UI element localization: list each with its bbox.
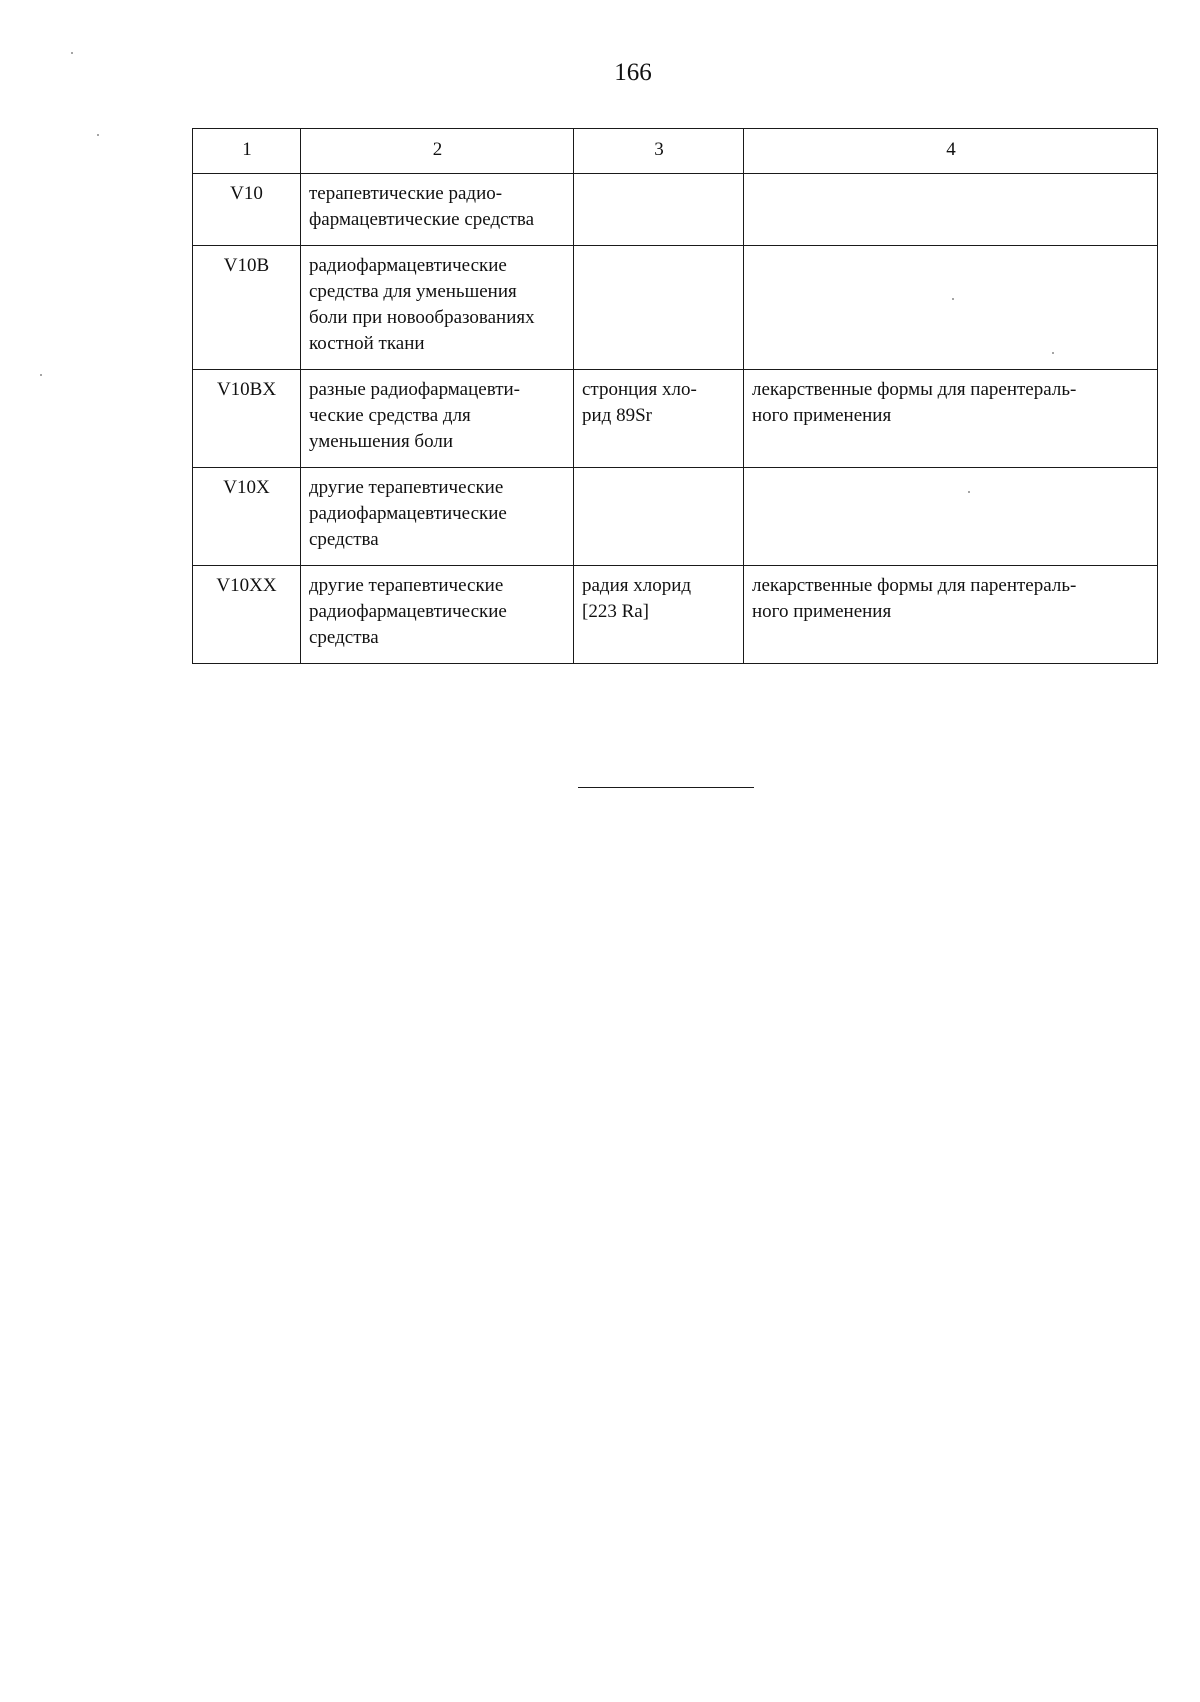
dosage-form-cell xyxy=(744,246,1158,370)
atc-code-cell xyxy=(193,246,301,370)
substance-name: стронция хло- рид 89Sr xyxy=(582,379,697,426)
group-name: другие терапевтические радиофармацевтические средства xyxy=(309,477,507,550)
group-name-cell xyxy=(301,370,574,468)
group-name: другие терапевтические радиофармацевтические средства xyxy=(309,575,507,648)
group-name: радиофармацевтические средства для уменьшения боли при новообразованиях костной ткани xyxy=(309,255,535,354)
table-row xyxy=(193,370,1158,468)
substance-cell xyxy=(574,246,744,370)
group-name-cell xyxy=(301,174,574,246)
end-of-document-rule xyxy=(578,787,754,788)
atc-code: V10 xyxy=(230,183,263,204)
dosage-form-cell xyxy=(744,174,1158,246)
atc-code: V10XX xyxy=(216,575,277,596)
substance-name: радия хлорид [223 Ra] xyxy=(582,575,692,622)
column-header-4: 4 xyxy=(744,129,1158,174)
substance-cell xyxy=(574,370,744,468)
atc-code-cell xyxy=(193,468,301,566)
atc-code-cell xyxy=(193,370,301,468)
scan-speck xyxy=(1052,352,1054,354)
column-header-1: 1 xyxy=(193,129,301,174)
substance-cell xyxy=(574,468,744,566)
atc-code-cell xyxy=(193,174,301,246)
scan-speck xyxy=(952,298,954,300)
atc-code: V10B xyxy=(223,255,270,276)
group-name: разные радиофармацевти- ческие средства для уменьшения боли xyxy=(309,379,521,452)
scan-speck xyxy=(97,134,99,136)
drug-classification-table xyxy=(192,128,1158,664)
atc-code-cell xyxy=(193,566,301,664)
table-row xyxy=(193,246,1158,370)
table-row xyxy=(193,566,1158,664)
atc-code: V10X xyxy=(223,477,270,498)
group-name-cell xyxy=(301,468,574,566)
atc-code: V10BX xyxy=(216,379,277,400)
column-header-3: 3 xyxy=(574,129,744,174)
scan-speck xyxy=(968,491,970,493)
substance-cell xyxy=(574,174,744,246)
dosage-form: лекарственные формы для парентераль- ного применения xyxy=(752,575,1077,622)
scan-speck xyxy=(40,374,42,376)
dosage-form-cell xyxy=(744,566,1158,664)
scan-speck xyxy=(71,52,73,54)
column-header-2: 2 xyxy=(301,129,574,174)
page-number: 166 xyxy=(614,59,652,86)
dosage-form-cell xyxy=(744,468,1158,566)
table-header-row xyxy=(193,129,1158,174)
table-row xyxy=(193,468,1158,566)
dosage-form: лекарственные формы для парентераль- ного применения xyxy=(752,379,1077,426)
group-name: терапевтические радио- фармацевтические средства xyxy=(309,183,535,230)
group-name-cell xyxy=(301,246,574,370)
substance-cell xyxy=(574,566,744,664)
table-row xyxy=(193,174,1158,246)
dosage-form-cell xyxy=(744,370,1158,468)
group-name-cell xyxy=(301,566,574,664)
